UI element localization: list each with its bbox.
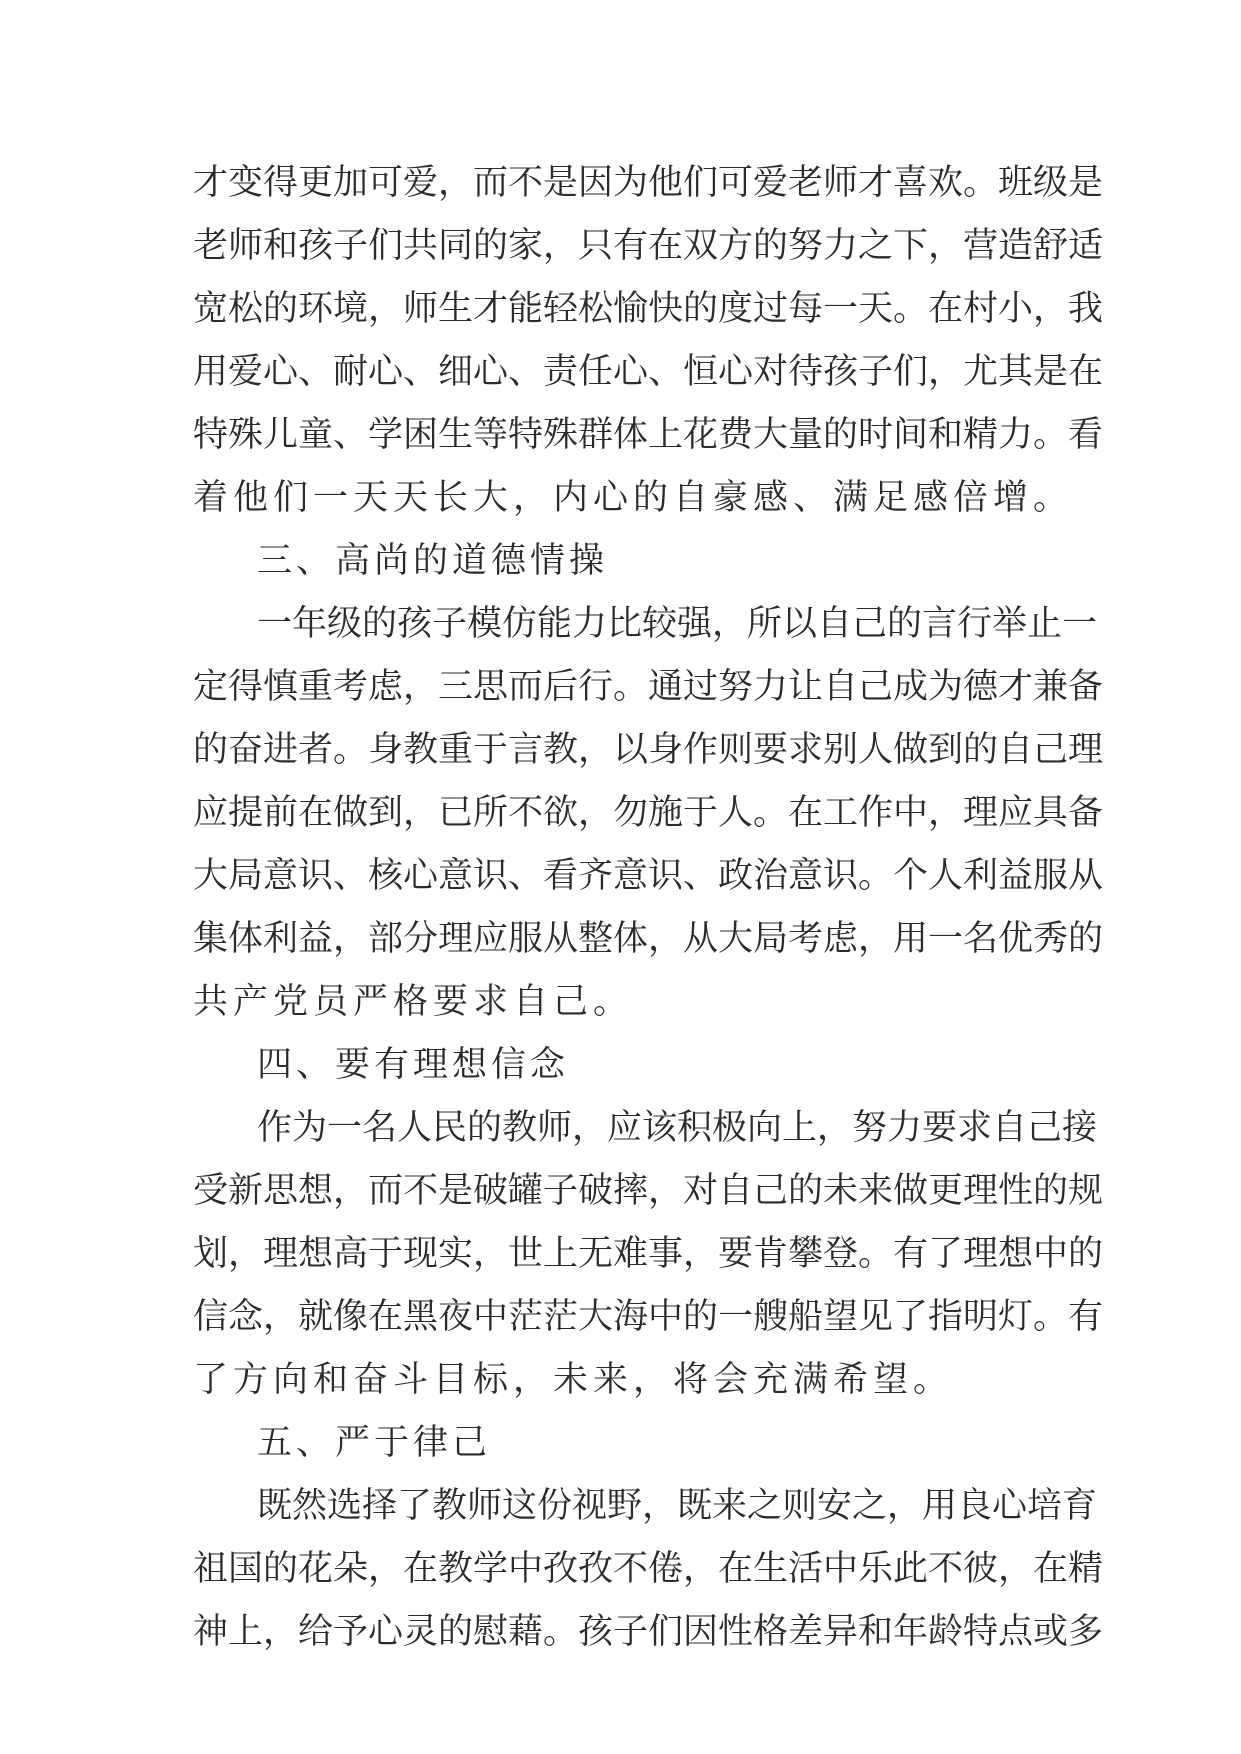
text-line: 共产党员严格要求自己。 xyxy=(193,982,634,1022)
text-line: 大局意识、核心意识、看齐意识、政治意识。个人利益服从 xyxy=(193,856,1104,896)
text-line: 的奋进者。身教重于言教，以身作则要求别人做到的自己理 xyxy=(193,730,1104,770)
section-heading: 三、高尚的道德情操 xyxy=(257,541,609,581)
text-line: 定得慎重考虑，三思而后行。通过努力让自己成为德才兼备 xyxy=(193,667,1104,707)
section-heading: 五、严于律己 xyxy=(257,1423,492,1463)
text-line: 受新思想，而不是破罐子破摔，对自己的未来做更理性的规 xyxy=(193,1171,1104,1211)
text-line: 祖国的花朵，在教学中孜孜不倦，在生活中乐此不彼，在精 xyxy=(193,1549,1104,1589)
text-line: 作为一名人民的教师，应该积极向上，努力要求自己接 xyxy=(257,1108,1098,1148)
text-line: 划，理想高于现实，世上无难事，要肯攀登。有了理想中的 xyxy=(193,1234,1104,1274)
body-text xyxy=(193,152,1104,1664)
text-line: 应提前在做到，已所不欲，勿施于人。在工作中，理应具备 xyxy=(193,793,1104,833)
text-line: 宽松的环境，师生才能轻松愉快的度过每一天。在村小，我 xyxy=(193,289,1104,329)
text-line: 信念，就像在黑夜中茫茫大海中的一艘船望见了指明灯。有 xyxy=(193,1297,1104,1337)
text-line: 一年级的孩子模仿能力比较强，所以自己的言行举止一 xyxy=(257,604,1098,644)
text-line: 既然选择了教师这份视野，既来之则安之，用良心培育 xyxy=(257,1486,1098,1526)
text-line: 用爱心、耐心、细心、责任心、恒心对待孩子们，尤其是在 xyxy=(193,352,1104,392)
text-line: 集体利益，部分理应服从整体，从大局考虑，用一名优秀的 xyxy=(193,919,1104,959)
text-line: 特殊儿童、学困生等特殊群体上花费大量的时间和精力。看 xyxy=(193,415,1104,455)
text-line: 神上，给予心灵的慰藉。孩子们因性格差异和年龄特点或多 xyxy=(193,1612,1104,1652)
text-line: 才变得更加可爱，而不是因为他们可爱老师才喜欢。班级是 xyxy=(193,163,1104,203)
text-line: 老师和孩子们共同的家，只有在双方的努力之下，营造舒适 xyxy=(193,226,1104,266)
text-line: 了方向和奋斗目标，未来，将会充满希望。 xyxy=(193,1360,954,1400)
section-heading: 四、要有理想信念 xyxy=(257,1045,570,1085)
text-line: 着他们一天天长大，内心的自豪感、满足感倍增。 xyxy=(193,478,1074,518)
